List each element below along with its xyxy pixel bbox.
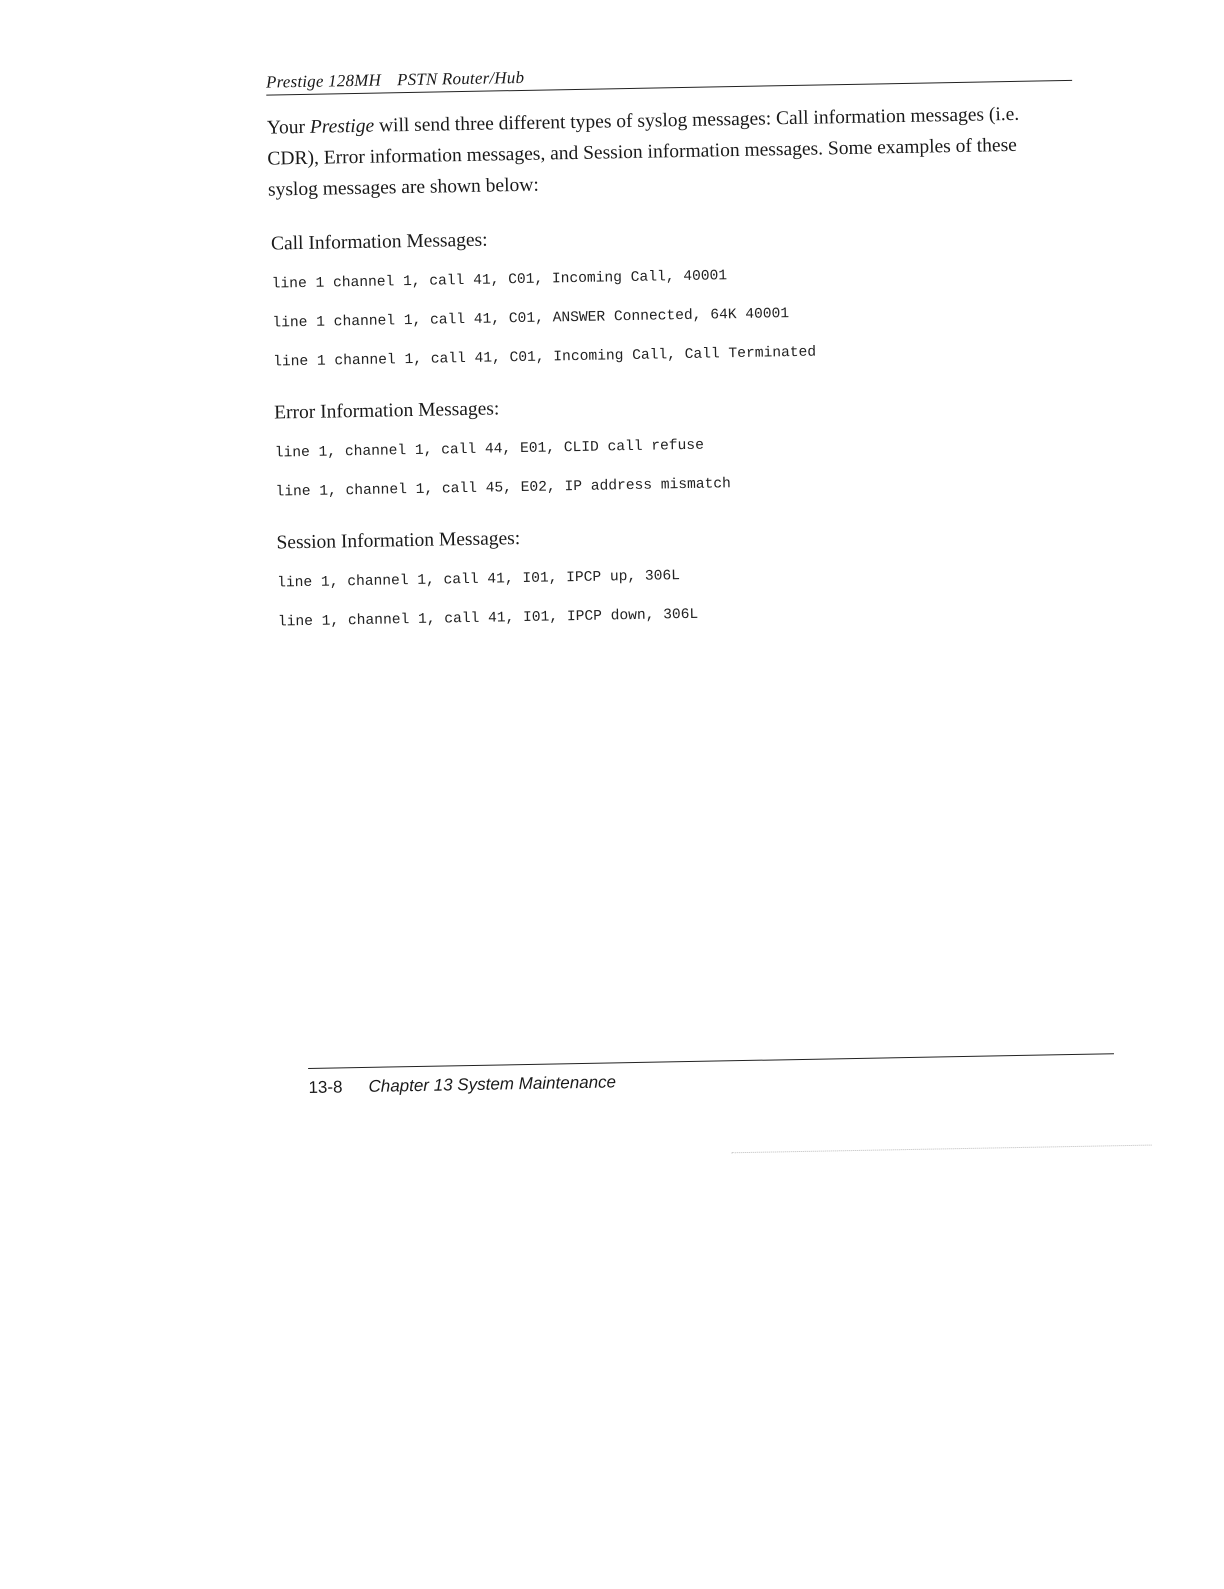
session-message-line: line 1, channel 1, call 41, I01, IPCP down, 306L [277,606,699,631]
error-info-heading: Error Information Messages: [273,398,500,424]
error-message-line: line 1, channel 1, call 44, E01, CLID call refuse [274,437,705,462]
error-message-line: line 1, channel 1, call 45, E02, IP address mismatch [275,476,732,501]
page-footer [308,1072,616,1098]
session-info-heading: Session Information Messages: [276,528,521,554]
footer-rule [308,1053,1114,1069]
intro-before: Your [266,116,311,139]
call-message-line: line 1 channel 1, call 41, C01, ANSWER Connected, 64K 40001 [272,306,790,332]
intro-emphasis: Prestige [309,115,375,138]
page-header [266,50,1072,96]
session-message-line: line 1, channel 1, call 41, I01, IPCP up, 306L [277,568,681,592]
call-message-line: line 1 channel 1, call 41, C01, Incoming Call, 40001 [271,268,728,293]
header-title [266,68,525,93]
intro-after: will send three different types of syslog messages: Call information messages (i.e. CDR), Error information messages, and Session information messages. Some examples of these syslog messages are shown below: [267,103,1020,201]
call-info-heading: Call Information Messages: [270,229,488,255]
header-product: Prestige 128MH [265,70,382,92]
scan-specks [732,1145,1152,1156]
page-number: 13-8 [308,1077,343,1098]
call-message-line: line 1 channel 1, call 41, C01, Incoming Call, Call Terminated [273,344,817,371]
chapter-title: Chapter 13 System Maintenance [368,1072,617,1096]
header-subtitle: PSTN Router/Hub [396,67,525,90]
intro-paragraph [267,98,1069,206]
